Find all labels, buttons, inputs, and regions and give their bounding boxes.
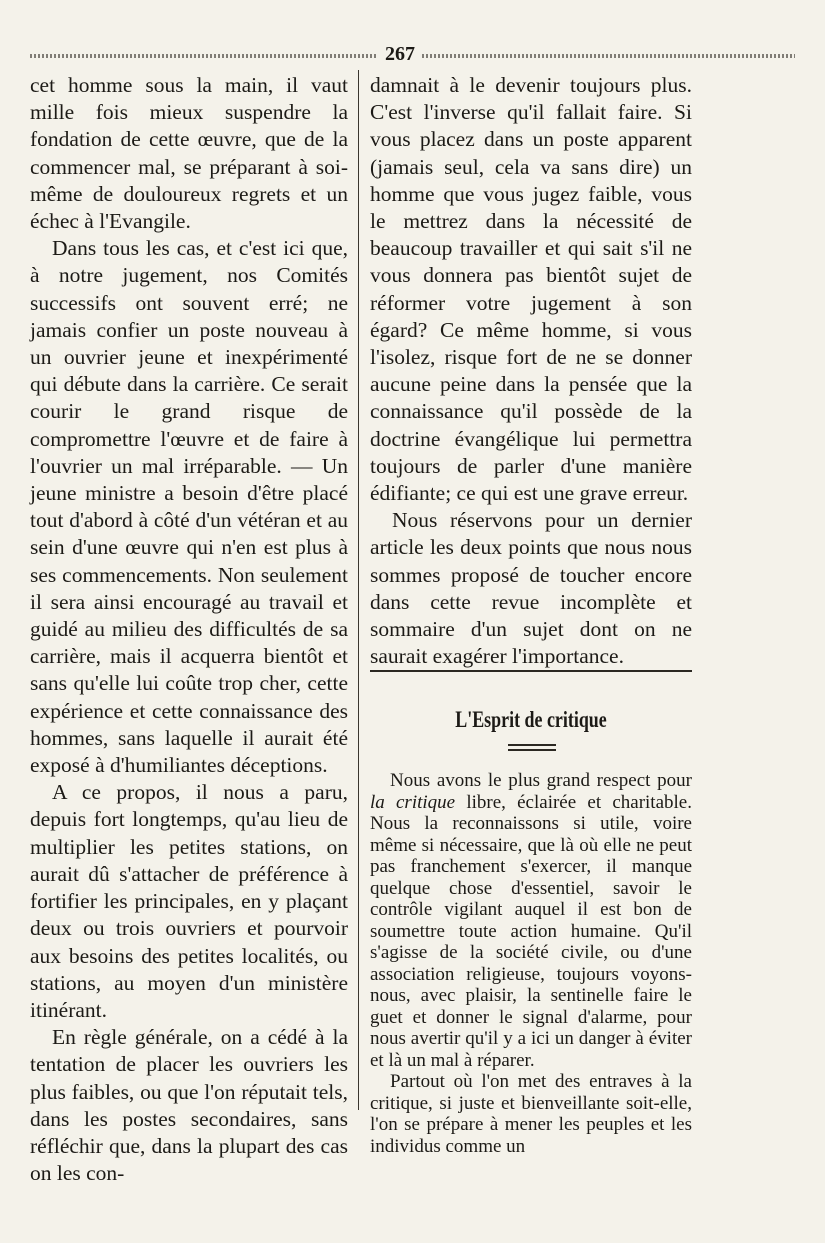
article-paragraph: Partout où l'on met des entraves à la critique, si juste et bienveillante soit-elle, l'on se prépare à mener les peuples et les individus comme un xyxy=(370,1071,692,1157)
title-rule xyxy=(508,744,556,746)
left-column xyxy=(30,72,348,1187)
ornamental-rule-right xyxy=(422,54,795,58)
paragraph: Dans tous les cas, et c'est ici que, à notre jugement, nos Comités successifs ont souvent erré; ne jamais confier un poste nouveau à un ouvrier jeune et inexpérimenté qui débute dans la carrière. Ce serait courir le grand risque de compromettre l'œuvre et de faire à l'ouvrier un mal irréparable. — Un jeune ministre a besoin d'être placé tout d'abord à côté d'un vétéran et au sein d'une œuvre qui n'en est plus à ses commencements. Non seulement il sera ainsi encouragé au travail et guidé au milieu des difficultés de sa carrière, mais il acquerra bientôt et sans qu'elle lui coûte trop cher, cette expérience et cette connaissance des hommes, sans laquelle il aurait été exposé à d'humiliantes déceptions. xyxy=(30,236,348,778)
section-divider xyxy=(370,670,692,672)
paragraph: En règle générale, on a cédé à la tentation de placer les ouvriers les plus faibles, ou que l'on réputait tels, dans les postes secondaires, sans réfléchir que, dans la plupart des cas on les con- xyxy=(30,1025,348,1186)
paragraph: Nous réservons pour un dernier article les deux points que nous nous sommes proposé de toucher encore dans cette revue incomplète et sommaire d'un sujet dont on ne saurait exagérer l'importance. xyxy=(370,508,692,669)
ornamental-rule-left xyxy=(30,54,378,58)
text-run: libre, éclairée et charitable. Nous la reconnaissons si utile, voire même si nécessaire, que là où elle ne peut pas franchement s'exercer, il manque quelque chose d'essentiel, savoir le contrôle vigilant auquel il est bon de soumettre toute action humaine. Qu'il s'agisse de la société civile, ou d'une association religieuse, toujours voyons-nous, avec plaisir, la sentinelle faire le guet et donner le signal d'alarme, pour nous avertir qu'il y a ici un danger à éviter et là un mal à réparer. xyxy=(370,791,692,1071)
article-title: L'Esprit de critique xyxy=(455,707,607,732)
article-body xyxy=(370,770,692,1157)
column-divider xyxy=(358,70,359,1110)
right-column xyxy=(370,72,692,670)
page-number: 267 xyxy=(385,43,415,65)
paragraph: A ce propos, il nous a paru, depuis fort longtemps, qu'au lieu de multiplier les petites stations, on aurait dû s'attacher de préférence à fortifier les principales, en y plaçant deux ou trois ouvriers et pourvoir aux besoins des petites localités, ou stations, au moyen d'un ministère itinérant. xyxy=(30,780,348,1022)
running-header xyxy=(30,44,795,64)
italic-term: la critique xyxy=(370,791,456,813)
paragraph: cet homme sous la main, il vaut mille fois mieux suspendre la fondation de cette œuvre, que de la commencer mal, se préparant à soi-même de douloureux regrets et un échec à l'Evangile. xyxy=(30,73,348,234)
paragraph: damnait à le devenir toujours plus. C'est l'inverse qu'il fallait faire. Si vous placez dans un poste apparent (jamais seul, cela va sans dire) un homme que vous jugez faible, vous le mettrez dans la nécessité de beaucoup travailler et qui sait s'il ne vous donnera pas bientôt sujet de réformer votre jugement à son égard? Ce même homme, si vous l'isolez, risque fort de ne se donner aucune peine dans la pensée que la connaissance qu'il possède de la doctrine évangélique lui permettra toujours de parler d'une manière édifiante; ce qui est une grave erreur. xyxy=(370,73,692,506)
article-paragraph xyxy=(370,770,692,1071)
title-rule xyxy=(508,749,556,751)
text-run: Nous avons le plus grand respect pour xyxy=(390,770,692,791)
